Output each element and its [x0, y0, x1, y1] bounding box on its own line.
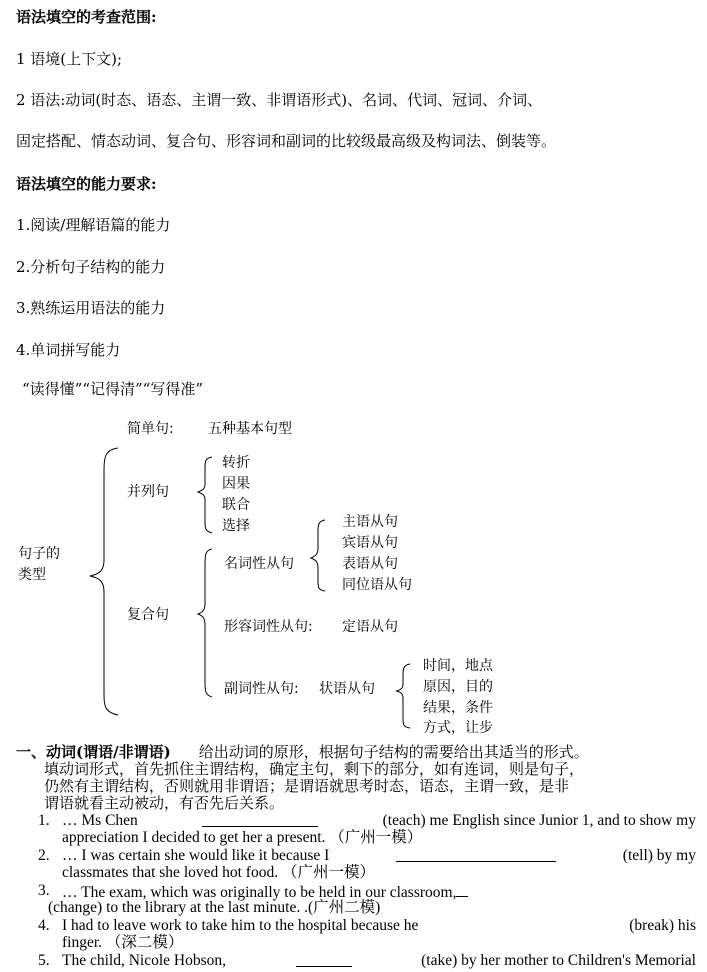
exercise-number: 3. [38, 882, 50, 899]
compound-brace [198, 457, 212, 533]
section1-intro-line: 填动词形式，首先抓住主谓结构，确定主句，剩下的部分，如有连词，则是句子， [44, 760, 585, 778]
exercise-text: (take) by her mother to Children's Memorial [421, 952, 696, 969]
answer-blank[interactable] [479, 917, 569, 935]
scope-item-context: 1 语境(上下文); [16, 50, 123, 68]
tree-root-line1: 句子的 [18, 546, 60, 562]
noun-clause-label: 名词性从句 [224, 556, 294, 572]
adv-clause-item: 方式，让步 [423, 720, 493, 736]
exercise-continuation: (change) to the library at the last minute. .(广州二模) [48, 899, 381, 916]
section1-title: 一、动词(谓语/非谓语) [16, 743, 171, 761]
complex-brace [198, 549, 212, 697]
answer-blank[interactable] [456, 882, 468, 897]
exercise-continuation: appreciation I decided to get her a present. （广州一模） [62, 829, 423, 846]
simple-sentence-label: 简单句: [127, 421, 174, 437]
exercise-text: … I was certain she would like it because I [62, 847, 330, 864]
scope-heading: 语法填空的考查范围: [16, 8, 157, 26]
ability-item-3: 3.熟练运用语法的能力 [16, 299, 166, 317]
ability-motto: “读得懂”“记得清”“写得准” [22, 380, 204, 398]
adv-clause-item: 原因，目的 [423, 679, 493, 695]
noun-clause-item: 表语从句 [342, 556, 398, 572]
adj-clause-detail: 定语从句 [342, 619, 398, 635]
noun-clause-item: 宾语从句 [342, 535, 398, 551]
compound-sentence-label: 并列句 [127, 484, 169, 500]
adv-clause-brace [396, 664, 410, 728]
exercise-number: 1. [38, 812, 50, 829]
adv-clause-item: 时间，地点 [423, 658, 493, 674]
answer-blank[interactable] [396, 847, 556, 862]
exercise-text: … The exam, which was originally to be held in our classroom, [62, 884, 457, 901]
section1-title-line [16, 743, 589, 761]
noun-clause-brace [311, 520, 325, 591]
compound-item: 因果 [222, 476, 250, 492]
adv-clause-label: 副词性从句: [224, 681, 299, 697]
exercise-number: 5. [38, 952, 50, 969]
exercise-1-line [62, 812, 696, 830]
section1-intro-first: 给出动词的原形，根据句子结构的需要给出其适当的形式。 [198, 743, 589, 761]
tree-root-line2: 类型 [18, 567, 46, 583]
scope-item-grammar-line2: 固定搭配、情态动词、复合句、形容词和副词的比较级最高级及构词法、倒装等。 [16, 132, 557, 150]
exercise-number: 4. [38, 917, 50, 934]
exercise-text: I had to leave work to take him to the hospital because he [62, 917, 419, 934]
exercise-text: (break) his [629, 917, 696, 934]
exercise-2-line [62, 847, 696, 865]
compound-item: 选择 [222, 518, 250, 534]
noun-clause-item: 同位语从句 [342, 577, 412, 593]
ability-item-2: 2.分析句子结构的能力 [16, 258, 166, 276]
ability-item-1: 1.阅读/理解语篇的能力 [16, 216, 171, 234]
section1-intro-line: 仍然有主谓结构，否则就用非谓语；是谓语就思考时态，语态，主谓一致，是非 [44, 777, 570, 795]
scope-item-grammar-line1: 2 语法:动词(时态、语态、主谓一致、非谓语形式)、名词、代词、冠词、介词、 [16, 91, 543, 109]
simple-sentence-detail: 五种基本句型 [208, 421, 292, 437]
exercise-continuation: classmates that she loved hot food. （广州一模） [62, 864, 375, 881]
compound-item: 联合 [222, 497, 250, 513]
complex-sentence-label: 复合句 [127, 607, 169, 623]
noun-clause-item: 主语从句 [342, 514, 398, 530]
answer-blank[interactable] [202, 812, 318, 827]
adv-clause-detail: 状语从句 [319, 681, 375, 697]
exercise-number: 2. [38, 847, 50, 864]
exercise-text: (teach) me English since Junior 1, and to show my [382, 812, 696, 829]
root-brace [90, 448, 118, 715]
compound-item: 转折 [222, 455, 250, 471]
ability-item-4: 4.单词拼写能力 [16, 341, 121, 359]
exercise-continuation: finger. （深二模） [62, 934, 184, 951]
adv-clause-item: 结果，条件 [423, 700, 493, 716]
exercise-text: (tell) by my [622, 847, 696, 864]
exercise-text: … Ms Chen [62, 812, 138, 829]
answer-blank[interactable] [296, 952, 352, 967]
exercise-text: The child, Nicole Hobson, [62, 952, 227, 969]
ability-heading: 语法填空的能力要求: [16, 175, 157, 193]
adj-clause-label: 形容词性从句: [224, 619, 313, 635]
exercise-4-line [62, 917, 696, 935]
exercise-5-line [62, 952, 696, 970]
section1-intro-line: 谓语就看主动被动，有否先后关系。 [44, 794, 285, 812]
